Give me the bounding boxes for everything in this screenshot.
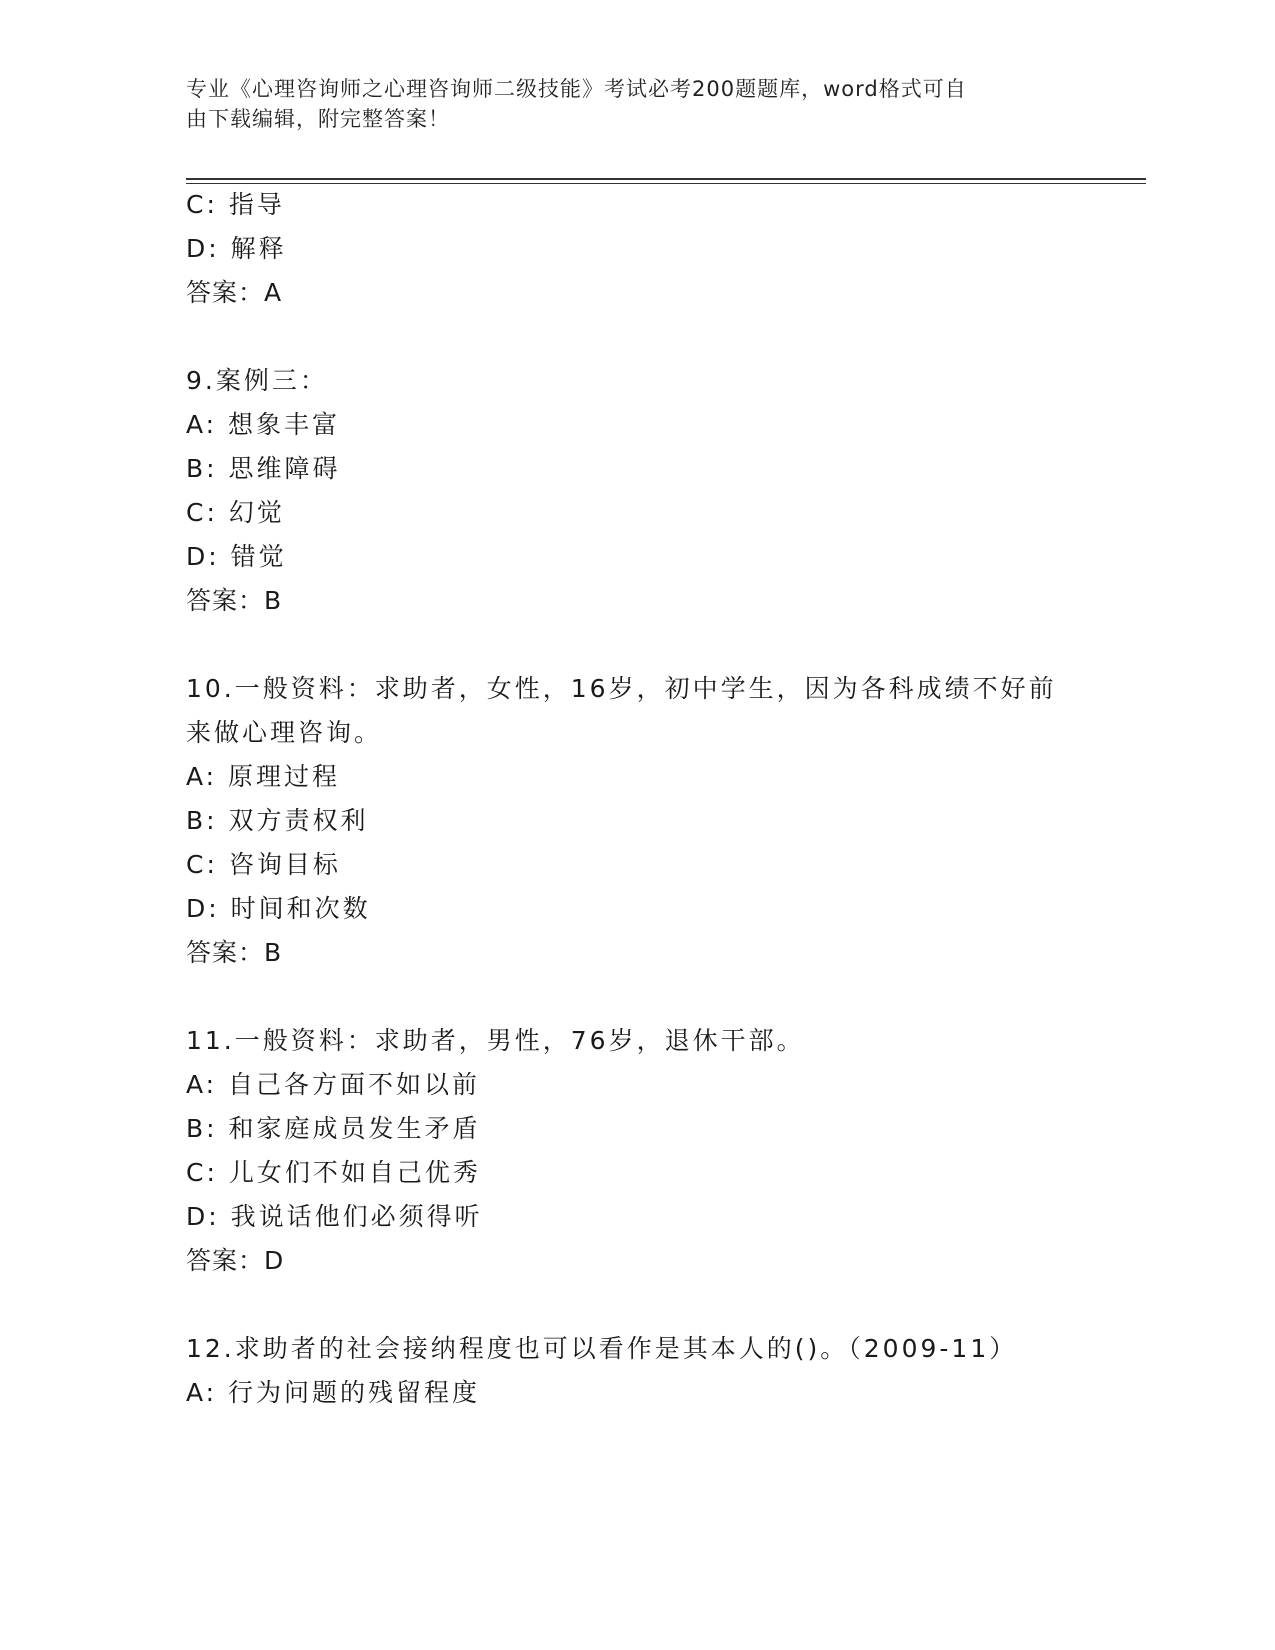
question-11-answer: 答案：D: [186, 1246, 285, 1275]
question-10-option-a: A: 原理过程: [186, 762, 341, 791]
question-10-option-b: B: 双方责权利: [186, 806, 369, 835]
header-divider-bottom: [186, 183, 1146, 184]
question-9-answer: 答案：B: [186, 586, 283, 615]
question-9-option-b: B: 思维障碍: [186, 454, 341, 483]
question-11-option-a: A: 自己各方面不如以前: [186, 1070, 481, 1099]
question-9-option-c: C: 幻觉: [186, 498, 285, 527]
question-9-option-d: D: 错觉: [186, 542, 287, 571]
header-line-2: 由下载编辑，附完整答案！: [186, 107, 450, 131]
answer-line: 答案：A: [186, 278, 283, 307]
question-10-answer: 答案：B: [186, 938, 283, 967]
header-line-1: 专业《心理咨询师之心理咨询师二级技能》考试必考200题题库，word格式可自: [186, 77, 967, 101]
option-d: D: 解释: [186, 234, 287, 263]
question-11-option-c: C: 儿女们不如自己优秀: [186, 1158, 481, 1187]
question-10-option-d: D: 时间和次数: [186, 894, 371, 923]
question-11: 11.一般资料：求助者，男性，76岁，退休干部。: [186, 1026, 805, 1055]
question-11-option-b: B: 和家庭成员发生矛盾: [186, 1114, 481, 1143]
question-12-option-a: A: 行为问题的残留程度: [186, 1378, 481, 1407]
question-9: 9.案例三：: [186, 366, 328, 395]
question-11-option-d: D: 我说话他们必须得听: [186, 1202, 483, 1231]
question-10-option-c: C: 咨询目标: [186, 850, 341, 879]
question-12: 12.求助者的社会接纳程度也可以看作是其本人的()。（2009-11）: [186, 1334, 1018, 1363]
question-9-option-a: A: 想象丰富: [186, 410, 341, 439]
question-10-line-2: 来做心理咨询。: [186, 718, 383, 747]
question-10-line-1: 10.一般资料：求助者，女性，16岁，初中学生，因为各科成绩不好前: [186, 674, 1057, 703]
header-divider-top: [186, 178, 1146, 180]
document-header: [186, 74, 1066, 134]
option-c: C: 指导: [186, 190, 285, 219]
